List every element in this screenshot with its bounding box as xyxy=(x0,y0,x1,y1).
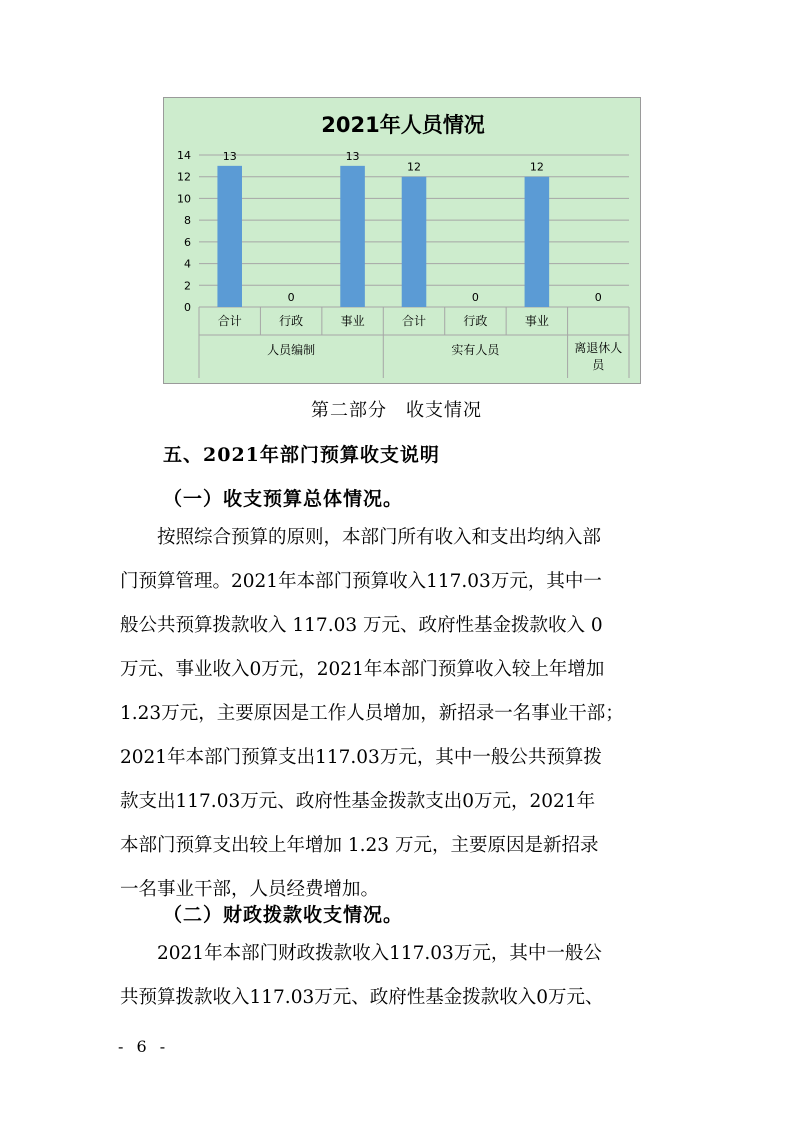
paragraph-line: 本部门预算支出较上年增加 1.23 万元，主要原因是新招录 xyxy=(120,835,599,856)
group-label: 实有人员 xyxy=(451,343,500,357)
page-number: - 6 - xyxy=(118,1037,170,1056)
y-tick-label: 10 xyxy=(177,192,191,206)
paragraph-line: 万元、事业收入0万元，2021年本部门预算收入较上年增加 xyxy=(120,659,605,680)
y-tick-label: 4 xyxy=(184,257,191,271)
section-heading: 五、2021年部门预算收支说明 xyxy=(163,444,440,466)
paragraph-line: 般公共预算拨款收入 117.03 万元、政府性基金拨款收入 0 xyxy=(120,615,603,636)
category-label: 合计 xyxy=(401,314,427,328)
category-label: 事业 xyxy=(524,314,549,328)
paragraph-line: 按照综合预算的原则，本部门所有收入和支出均纳入部 xyxy=(120,527,602,548)
data-label: 12 xyxy=(407,160,421,174)
chart-container xyxy=(163,97,641,384)
paragraph-line: 门预算管理。2021年本部门预算收入117.03万元，其中一 xyxy=(120,571,602,592)
bar xyxy=(340,166,365,307)
bar xyxy=(525,177,550,307)
group-label: 人员编制 xyxy=(267,343,316,357)
data-label: 12 xyxy=(529,160,544,174)
bar xyxy=(402,177,427,307)
paragraph-line: 2021年本部门财政拨款收入117.03万元，其中一般公 xyxy=(120,943,602,964)
paragraph-line: 一名事业干部，人员经费增加。 xyxy=(120,879,380,900)
paragraph-line: 2021年本部门预算支出117.03万元，其中一般公共预算拨 xyxy=(120,747,602,768)
part-caption: 第二部分 收支情况 xyxy=(311,400,482,421)
group-label: 员 xyxy=(592,358,605,372)
paragraph-line: 1.23万元，主要原因是工作人员增加，新招录一名事业干部； xyxy=(120,703,624,724)
data-label: 0 xyxy=(594,291,602,304)
data-label: 13 xyxy=(222,149,237,163)
y-tick-label: 12 xyxy=(177,170,191,184)
bar xyxy=(217,166,242,307)
y-tick-label: 8 xyxy=(184,214,191,228)
data-label: 0 xyxy=(471,291,479,304)
category-label: 行政 xyxy=(463,314,488,328)
data-label: 13 xyxy=(345,149,360,163)
paragraph-line: 共预算拨款收入117.03万元、政府性基金拨款收入0万元、 xyxy=(120,987,604,1008)
chart-title: 2021年人员情况 xyxy=(321,113,485,137)
y-tick-label: 14 xyxy=(177,149,191,162)
data-label: 0 xyxy=(287,291,295,304)
subsection-heading-1: （一）收支预算总体情况。 xyxy=(163,488,404,510)
y-tick-label: 6 xyxy=(184,235,191,249)
category-label: 合计 xyxy=(217,314,242,328)
category-label: 行政 xyxy=(279,314,304,328)
paragraph-line: 款支出117.03万元、政府性基金拨款支出0万元，2021年 xyxy=(120,791,596,812)
group-label: 离退休人 xyxy=(574,341,623,355)
y-tick-label: 2 xyxy=(184,279,191,293)
y-tick-label: 0 xyxy=(184,301,191,314)
bar-chart xyxy=(164,98,642,385)
subsection-heading-2: （二）财政拨款收支情况。 xyxy=(163,904,404,926)
category-label: 事业 xyxy=(340,314,365,328)
